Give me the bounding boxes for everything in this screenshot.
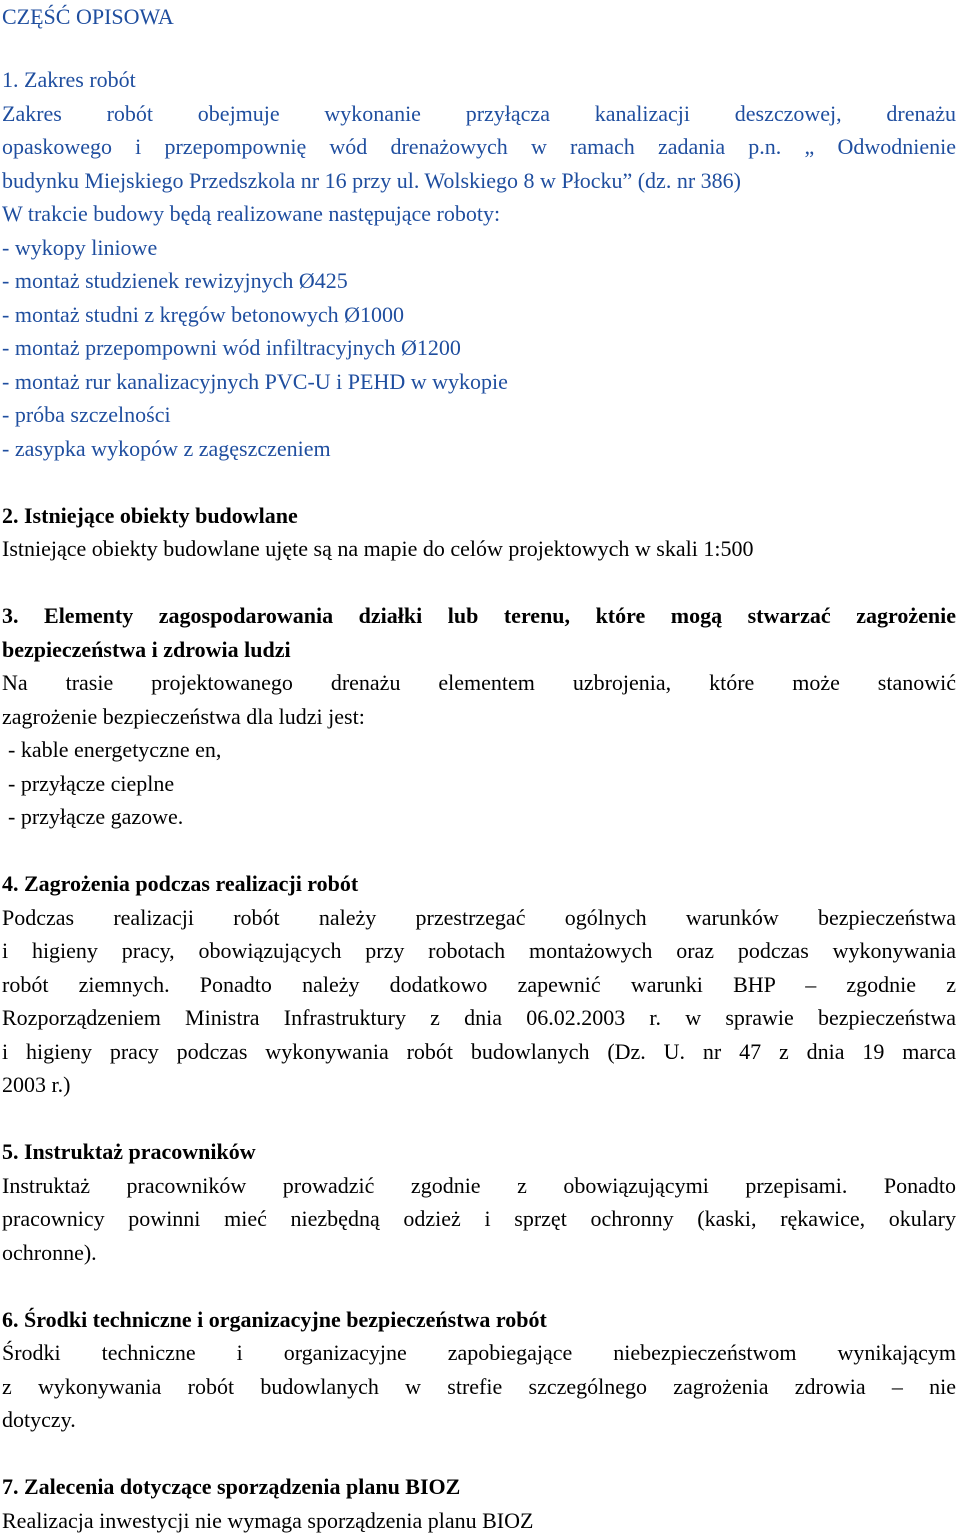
section-4-text-line: i higieny pracy, obowiązujących przy robotach montażowych oraz podczas wykonywania <box>2 934 956 968</box>
section-4-text-line: Rozporządzeniem Ministra Infrastruktury z dnia 06.02.2003 r. w sprawie bezpieczeństwa <box>2 1001 956 1035</box>
section-1-lead: W trakcie budowy będą realizowane następujące roboty: <box>2 197 956 231</box>
section-1-item: - montaż rur kanalizacyjnych PVC-U i PEHD w wykopie <box>2 365 956 399</box>
section-3-title-line: bezpieczeństwa i zdrowia ludzi <box>2 633 956 667</box>
section-4-text-line: 2003 r.) <box>2 1068 956 1102</box>
section-5-text-line: ochronne). <box>2 1236 956 1270</box>
section-2-text: Istniejące obiekty budowlane ujęte są na mapie do celów projektowych w skali 1:500 <box>2 532 956 566</box>
section-3-text-line: Na trasie projektowanego drenażu elementem uzbrojenia, które może stanowić <box>2 666 956 700</box>
section-7-text: Realizacja inwestycji nie wymaga sporządzenia planu BIOZ <box>2 1504 956 1537</box>
section-1-intro-line: opaskowego i przepompownię wód drenażowych w ramach zadania p.n. „ Odwodnienie <box>2 130 956 164</box>
section-1-intro-line: budynku Miejskiego Przedszkola nr 16 przy ul. Wolskiego 8 w Płocku” (dz. nr 386) <box>2 164 956 198</box>
section-1-title: 1. Zakres robót <box>2 63 956 97</box>
section-2-title: 2. Istniejące obiekty budowlane <box>2 499 956 533</box>
section-5-text-line: Instruktaż pracowników prowadzić zgodnie z obowiązującymi przepisami. Ponadto <box>2 1169 956 1203</box>
section-1-item: - próba szczelności <box>2 398 956 432</box>
section-1-item: - montaż przepompowni wód infiltracyjnych Ø1200 <box>2 331 956 365</box>
section-6-text-line: z wykonywania robót budowlanych w strefie szczególnego zagrożenia zdrowia – nie <box>2 1370 956 1404</box>
section-3-item: - kable energetyczne en, <box>2 733 956 767</box>
section-4-title: 4. Zagrożenia podczas realizacji robót <box>2 867 956 901</box>
section-1-item: - montaż studni z kręgów betonowych Ø1000 <box>2 298 956 332</box>
section-3-text-line: zagrożenie bezpieczeństwa dla ludzi jest: <box>2 700 956 734</box>
section-7-title: 7. Zalecenia dotyczące sporządzenia planu BIOZ <box>2 1470 956 1504</box>
section-4-text-line: i higieny pracy podczas wykonywania robót budowlanych (Dz. U. nr 47 z dnia 19 marca <box>2 1035 956 1069</box>
section-4-text-line: Podczas realizacji robót należy przestrzegać ogólnych warunków bezpieczeństwa <box>2 901 956 935</box>
section-6-text-line: dotyczy. <box>2 1403 956 1437</box>
section-4-text-line: robót ziemnych. Ponadto należy dodatkowo zapewnić warunki BHP – zgodnie z <box>2 968 956 1002</box>
section-3-title-line: 3. Elementy zagospodarowania działki lub terenu, które mogą stwarzać zagrożenie <box>2 599 956 633</box>
section-6-text-line: Środki techniczne i organizacyjne zapobiegające niebezpieczeństwom wynikającym <box>2 1336 956 1370</box>
section-1-item: - wykopy liniowe <box>2 231 956 265</box>
section-3-item: - przyłącze cieplne <box>2 767 956 801</box>
section-5-text-line: pracownicy powinni mieć niezbędną odzież i sprzęt ochronny (kaski, rękawice, okulary <box>2 1202 956 1236</box>
section-1-item: - montaż studzienek rewizyjnych Ø425 <box>2 264 956 298</box>
section-1-intro-line: Zakres robót obejmuje wykonanie przyłącza kanalizacji deszczowej, drenażu <box>2 97 956 131</box>
section-3-item: - przyłącze gazowe. <box>2 800 956 834</box>
document-heading: CZĘŚĆ OPISOWA <box>2 0 956 33</box>
section-1-item: - zasypka wykopów z zagęszczeniem <box>2 432 956 466</box>
section-5-title: 5. Instruktaż pracowników <box>2 1135 956 1169</box>
section-6-title: 6. Środki techniczne i organizacyjne bezpieczeństwa robót <box>2 1303 956 1337</box>
